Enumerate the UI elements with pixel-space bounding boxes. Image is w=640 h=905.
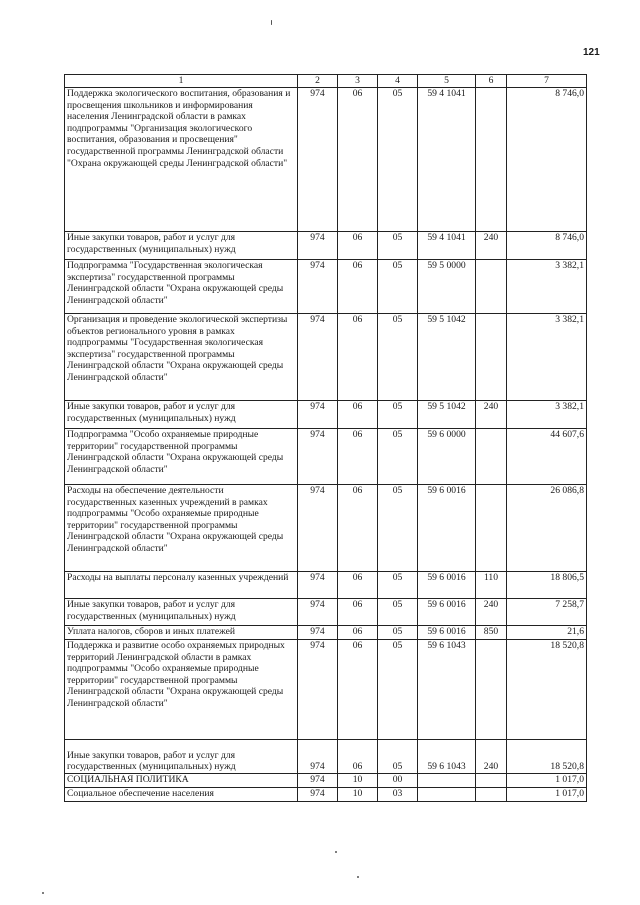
- row-rz: 06: [338, 429, 378, 485]
- row-name: Иные закупки товаров, работ и услуг для государственных (муниципальных) нужд: [65, 599, 298, 626]
- table-row: [65, 640, 587, 740]
- table-row: [65, 788, 587, 802]
- row-rz: 06: [338, 640, 378, 740]
- row-amount: 18 520,8: [507, 640, 587, 740]
- row-csr: [418, 774, 476, 788]
- column-header: 6: [476, 75, 507, 88]
- row-grbs: 974: [298, 314, 338, 401]
- row-vr: 240: [476, 599, 507, 626]
- row-vr: 850: [476, 626, 507, 640]
- scan-speck: [357, 876, 359, 878]
- row-grbs: 974: [298, 232, 338, 260]
- row-amount: 8 746,0: [507, 88, 587, 232]
- row-name: Организация и проведение экологической экспертизы объектов регионального уровня в рамках подпрограммы "Государственная экологическая экспертиза" государственной программы Ленинградской области "Охрана окружающей среды Ленинградской области": [65, 314, 298, 401]
- row-csr: 59 6 1043: [418, 740, 476, 774]
- row-pr: 05: [378, 401, 418, 429]
- row-pr: 05: [378, 626, 418, 640]
- scan-speck: [271, 20, 272, 25]
- row-amount: 3 382,1: [507, 314, 587, 401]
- row-grbs: 974: [298, 640, 338, 740]
- row-rz: 06: [338, 401, 378, 429]
- row-amount: 18 806,5: [507, 572, 587, 599]
- row-rz: 06: [338, 314, 378, 401]
- row-amount: 44 607,6: [507, 429, 587, 485]
- row-rz: 06: [338, 740, 378, 774]
- header-row: [65, 75, 587, 88]
- row-csr: 59 5 1042: [418, 314, 476, 401]
- row-pr: 05: [378, 429, 418, 485]
- page-number: 121: [583, 47, 600, 58]
- row-grbs: 974: [298, 626, 338, 640]
- row-name: Расходы на обеспечение деятельности государственных казенных учреждений в рамках подпрограммы "Особо охраняемые природные территории" государственной программы Ленинградской области "Охрана окружающей среды Ленинградской области": [65, 485, 298, 572]
- row-rz: 06: [338, 485, 378, 572]
- row-grbs: 974: [298, 485, 338, 572]
- row-csr: [418, 788, 476, 802]
- row-grbs: 974: [298, 599, 338, 626]
- row-vr: 110: [476, 572, 507, 599]
- row-name: Поддержка экологического воспитания, образования и просвещения школьников и информирования населения Ленинградской области в рамках подпрограммы "Организация экологического воспитания, образования и просвещения" государственной программы Ленинградской области "Охрана окружающей среды Ленинградской области": [65, 88, 298, 232]
- row-name: Поддержка и развитие особо охраняемых природных территорий Ленинградской области в рамках подпрограммы "Особо охраняемые природные территории" государственной программы Ленинградской области "Охрана окружающей среды Ленинградской области": [65, 640, 298, 740]
- row-rz: 06: [338, 626, 378, 640]
- row-pr: 05: [378, 640, 418, 740]
- row-grbs: 974: [298, 88, 338, 232]
- row-csr: 59 5 1042: [418, 401, 476, 429]
- row-amount: 7 258,7: [507, 599, 587, 626]
- row-csr: 59 6 0016: [418, 626, 476, 640]
- row-amount: 21,6: [507, 626, 587, 640]
- row-csr: 59 6 0016: [418, 572, 476, 599]
- row-rz: 06: [338, 599, 378, 626]
- row-pr: 05: [378, 572, 418, 599]
- row-name: Иные закупки товаров, работ и услуг для государственных (муниципальных) нужд: [65, 401, 298, 429]
- table-row: [65, 401, 587, 429]
- row-pr: 05: [378, 314, 418, 401]
- row-grbs: 974: [298, 788, 338, 802]
- row-amount: 26 086,8: [507, 485, 587, 572]
- row-vr: 240: [476, 232, 507, 260]
- row-grbs: 974: [298, 260, 338, 314]
- row-csr: 59 6 0016: [418, 485, 476, 572]
- row-vr: [476, 788, 507, 802]
- row-csr: 59 4 1041: [418, 88, 476, 232]
- table-row: [65, 740, 587, 774]
- row-amount: 1 017,0: [507, 788, 587, 802]
- row-vr: [476, 485, 507, 572]
- row-vr: [476, 774, 507, 788]
- row-vr: [476, 88, 507, 232]
- row-rz: 06: [338, 232, 378, 260]
- row-grbs: 974: [298, 740, 338, 774]
- row-csr: 59 6 0016: [418, 599, 476, 626]
- table-row: [65, 485, 587, 572]
- row-grbs: 974: [298, 572, 338, 599]
- row-pr: 05: [378, 232, 418, 260]
- row-amount: 8 746,0: [507, 232, 587, 260]
- row-pr: 05: [378, 485, 418, 572]
- row-amount: 3 382,1: [507, 260, 587, 314]
- row-rz: 06: [338, 88, 378, 232]
- row-grbs: 974: [298, 774, 338, 788]
- table-row: [65, 88, 587, 232]
- table-row: [65, 572, 587, 599]
- row-grbs: 974: [298, 429, 338, 485]
- row-name: Уплата налогов, сборов и иных платежей: [65, 626, 298, 640]
- table-row: [65, 599, 587, 626]
- row-pr: 05: [378, 88, 418, 232]
- row-csr: 59 5 0000: [418, 260, 476, 314]
- row-rz: 10: [338, 774, 378, 788]
- column-header: 7: [507, 75, 587, 88]
- column-header: 1: [65, 75, 298, 88]
- row-rz: 10: [338, 788, 378, 802]
- column-header: 5: [418, 75, 476, 88]
- row-pr: 00: [378, 774, 418, 788]
- row-name: Социальное обеспечение населения: [65, 788, 298, 802]
- table-row: [65, 429, 587, 485]
- row-name: Расходы на выплаты персоналу казенных учреждений: [65, 572, 298, 599]
- row-csr: 59 6 1043: [418, 640, 476, 740]
- budget-table: [64, 74, 587, 802]
- column-header: 2: [298, 75, 338, 88]
- row-vr: [476, 640, 507, 740]
- row-rz: 06: [338, 572, 378, 599]
- row-name: СОЦИАЛЬНАЯ ПОЛИТИКА: [65, 774, 298, 788]
- row-vr: [476, 260, 507, 314]
- row-name: Иные закупки товаров, работ и услуг для государственных (муниципальных) нужд: [65, 740, 298, 774]
- table-row: [65, 314, 587, 401]
- row-csr: 59 4 1041: [418, 232, 476, 260]
- row-name: Подпрограмма "Особо охраняемые природные территории" государственной программы Ленинградской области "Охрана окружающей среды Ленинградской области": [65, 429, 298, 485]
- column-header: 3: [338, 75, 378, 88]
- row-name: Подпрограмма "Государственная экологическая экспертиза" государственной программы Ленинградской области "Охрана окружающей среды Ленинградской области": [65, 260, 298, 314]
- table-row: [65, 260, 587, 314]
- table-row: [65, 626, 587, 640]
- row-vr: 240: [476, 401, 507, 429]
- row-pr: 05: [378, 599, 418, 626]
- row-amount: 1 017,0: [507, 774, 587, 788]
- row-vr: [476, 429, 507, 485]
- row-amount: 18 520,8: [507, 740, 587, 774]
- row-amount: 3 382,1: [507, 401, 587, 429]
- row-pr: 03: [378, 788, 418, 802]
- table-row: [65, 232, 587, 260]
- row-csr: 59 6 0000: [418, 429, 476, 485]
- row-rz: 06: [338, 260, 378, 314]
- row-grbs: 974: [298, 401, 338, 429]
- row-pr: 05: [378, 260, 418, 314]
- scan-speck: [335, 851, 337, 853]
- table-row: [65, 774, 587, 788]
- row-name: Иные закупки товаров, работ и услуг для государственных (муниципальных) нужд: [65, 232, 298, 260]
- column-header: 4: [378, 75, 418, 88]
- scan-speck: [42, 892, 44, 894]
- row-vr: 240: [476, 740, 507, 774]
- row-vr: [476, 314, 507, 401]
- row-pr: 05: [378, 740, 418, 774]
